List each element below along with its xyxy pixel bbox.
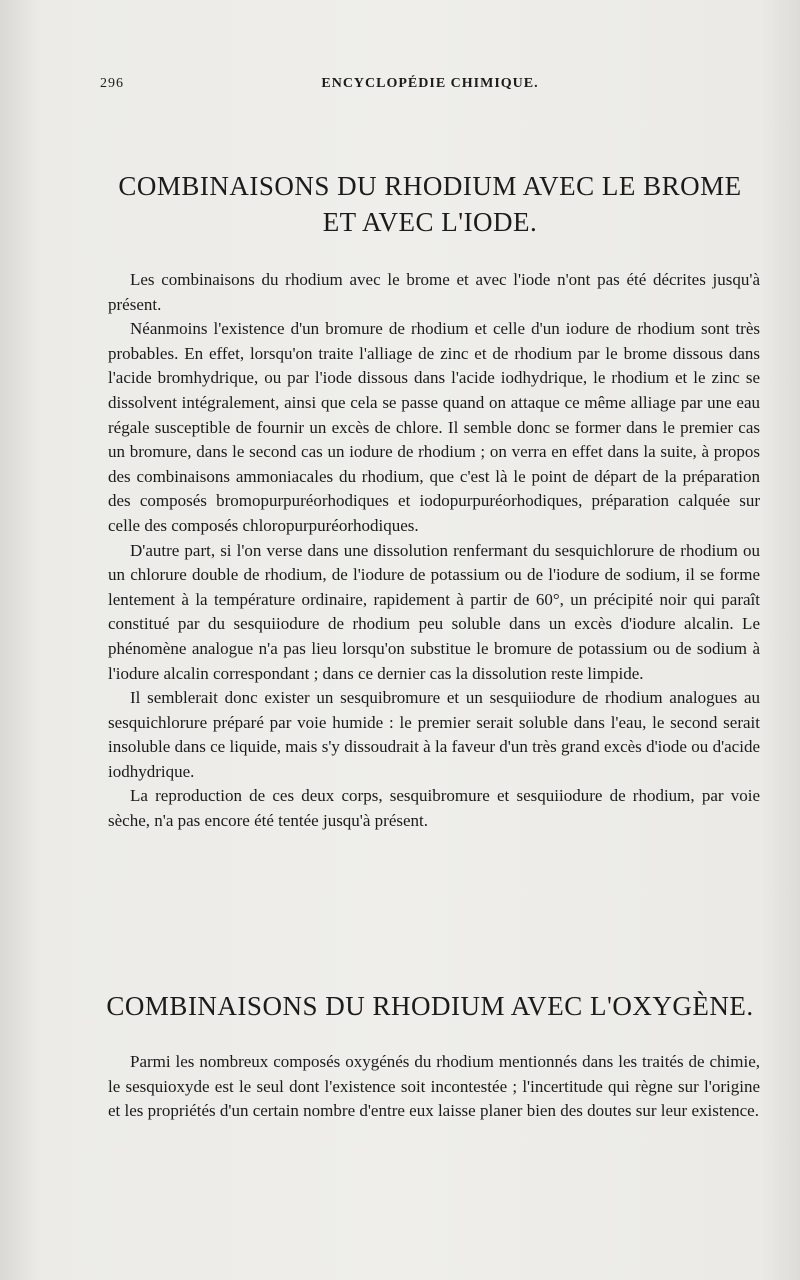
heading-line-1: COMBINAISONS DU RHODIUM AVEC LE BROME bbox=[118, 171, 742, 201]
running-head bbox=[100, 76, 760, 98]
paragraph: D'autre part, si l'on verse dans une dissolution renfermant du sesquichlorure de rhodium ou un chlorure double de rhodium, de l'iodure de potassium ou de l'iodure de sodium, il se forme lentement à la température ordinaire, rapidement à partir de 60°, un précipité noir qui paraît constitué par du sesquiiodure de rhodium peu soluble dans un excès d'iodure alcalin. Le phénomène analogue n'a pas lieu lorsqu'on substitue le bromure de potassium ou de sodium à l'iodure alcalin correspondant ; dans ce dernier cas la dissolution reste limpide. bbox=[108, 540, 760, 683]
section-heading-bromine-iodine bbox=[100, 168, 760, 240]
paragraph: Parmi les nombreux composés oxygénés du rhodium mentionnés dans les traités de chimie, le sesquioxyde est le seul dont l'existence soit incontestée ; l'incertitude qui règne sur l'origine et les propriétés d'un certain nombre d'entre eux laisse planer bien des doutes sur leur existence. bbox=[108, 1052, 760, 1121]
page-number: 296 bbox=[100, 76, 124, 91]
section-body-bromine-iodine bbox=[108, 268, 760, 834]
section-heading-oxygen: COMBINAISONS DU RHODIUM AVEC L'OXYGÈNE. bbox=[106, 991, 754, 1021]
paragraph: Les combinaisons du rhodium avec le brome et avec l'iode n'ont pas été décrites jusqu'à présent. bbox=[108, 270, 760, 314]
paragraph: Il semblerait donc exister un sesquibromure et un sesquiiodure de rhodium analogues au sesquichlorure préparé par voie humide : le premier serait soluble dans l'eau, le second serait insoluble dans ce liquide, mais s'y dissoudrait à la faveur d'un très grand excès d'iode ou d'acide iodhydrique. bbox=[108, 688, 760, 781]
paragraph: Néanmoins l'existence d'un bromure de rhodium et celle d'un iodure de rhodium sont très probables. En effet, lorsqu'on traite l'alliage de zinc et de rhodium par le brome dissous dans l'acide bromhydrique, ou par l'iode dissous dans l'acide iodhydrique, le rhodium et le zinc se dissolvent intégralement, ainsi que cela se passe quand on attaque ce même alliage par une eau régale susceptible de fournir un excès de chlore. Il semble donc se former dans le premier cas un bromure, dans le second cas un iodure de rhodium ; on verra en effet dans la suite, à propos des combinaisons ammoniacales du rhodium, que c'est là le point de départ de la préparation des composés bromopurpuréorhodiques et iodopurpuréorhodiques, préparation calquée sur celle des composés chloropurpuréorhodiques. bbox=[108, 319, 760, 535]
running-head-title: ENCYCLOPÉDIE CHIMIQUE. bbox=[321, 76, 539, 91]
section-body-oxygen bbox=[108, 1050, 760, 1124]
paragraph: La reproduction de ces deux corps, sesquibromure et sesquiiodure de rhodium, par voie sèche, n'a pas encore été tentée jusqu'à présent. bbox=[108, 786, 760, 831]
heading-line-2: ET AVEC L'IODE. bbox=[322, 207, 538, 237]
